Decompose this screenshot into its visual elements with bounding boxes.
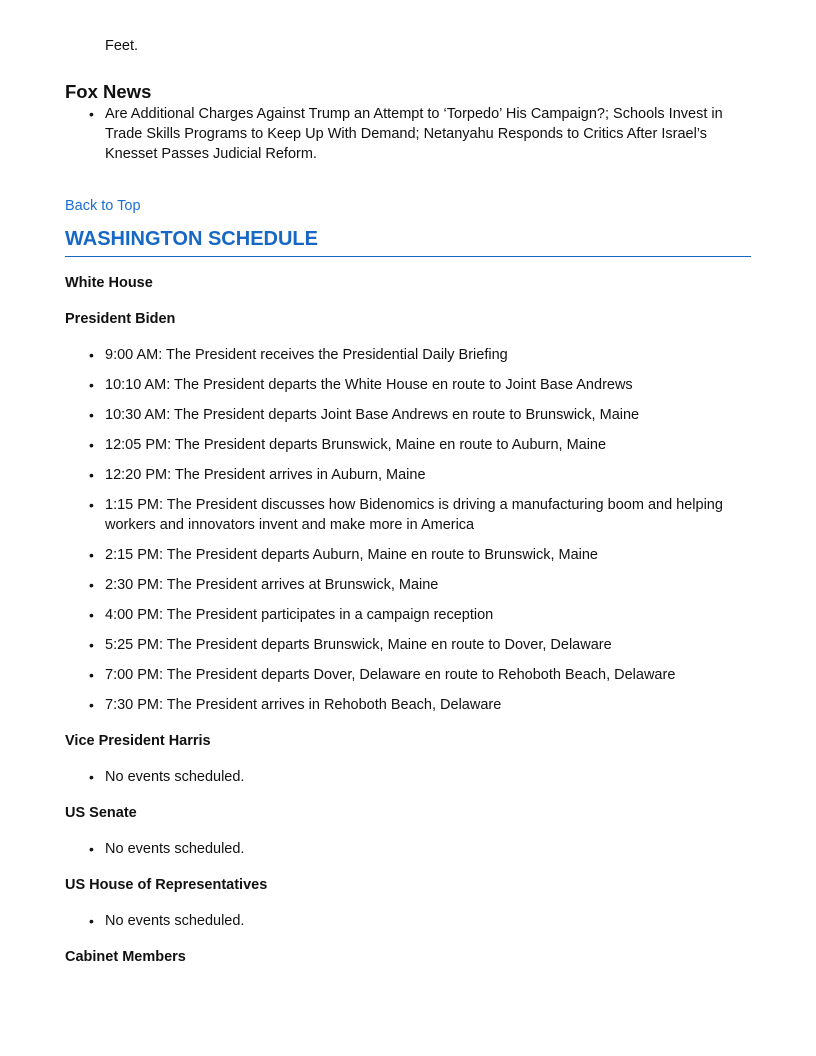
back-to-top-link[interactable]: Back to Top [65, 198, 141, 214]
president-schedule-list [65, 345, 751, 725]
president-biden-label: President Biden [65, 311, 176, 327]
us-house-label: US House of Representatives [65, 877, 268, 893]
cabinet-members-label: Cabinet Members [65, 949, 186, 965]
schedule-item: • 2:30 PM: The President arrives at Brunswick, Maine [65, 575, 751, 595]
fox-news-list [65, 104, 751, 164]
us-senate-schedule-list [65, 839, 751, 869]
schedule-item: • No events scheduled. [65, 839, 751, 859]
us-house-schedule-list [65, 911, 751, 941]
continued-text: Feet. [105, 38, 139, 54]
schedule-item: • 9:00 AM: The President receives the Presidential Daily Briefing [65, 345, 751, 365]
white-house-label: White House [65, 275, 153, 291]
schedule-item: • 5:25 PM: The President departs Brunswick, Maine en route to Dover, Delaware [65, 635, 751, 655]
schedule-item: • 1:15 PM: The President discusses how Bidenomics is driving a manufacturing boom and helping workers and innovators invent and make more in America [65, 495, 751, 535]
schedule-item: • 4:00 PM: The President participates in a campaign reception [65, 605, 751, 625]
washington-schedule-heading: WASHINGTON SCHEDULE [65, 226, 751, 257]
schedule-item: • 12:05 PM: The President departs Brunswick, Maine en route to Auburn, Maine [65, 435, 751, 455]
schedule-item: • No events scheduled. [65, 911, 751, 931]
schedule-item: • 7:30 PM: The President arrives in Rehoboth Beach, Delaware [65, 695, 751, 715]
us-senate-label: US Senate [65, 805, 137, 821]
vice-president-label: Vice President Harris [65, 733, 211, 749]
schedule-item: • 12:20 PM: The President arrives in Auburn, Maine [65, 465, 751, 485]
schedule-item: • 10:10 AM: The President departs the White House en route to Joint Base Andrews [65, 375, 751, 395]
fox-news-item: • Are Additional Charges Against Trump an Attempt to ‘Torpedo’ His Campaign?; Schools Invest in Trade Skills Programs to Keep Up With Demand; Netanyahu Responds to Critics After Israel’s Knesset Passes Judicial Reform. [65, 104, 751, 164]
schedule-item: • No events scheduled. [65, 767, 751, 787]
vice-president-schedule-list [65, 767, 751, 797]
schedule-item: • 10:30 AM: The President departs Joint Base Andrews en route to Brunswick, Maine [65, 405, 751, 425]
schedule-item: • 7:00 PM: The President departs Dover, Delaware en route to Rehoboth Beach, Delaware [65, 665, 751, 685]
schedule-item: • 2:15 PM: The President departs Auburn, Maine en route to Brunswick, Maine [65, 545, 751, 565]
fox-news-heading: Fox News [65, 81, 152, 102]
